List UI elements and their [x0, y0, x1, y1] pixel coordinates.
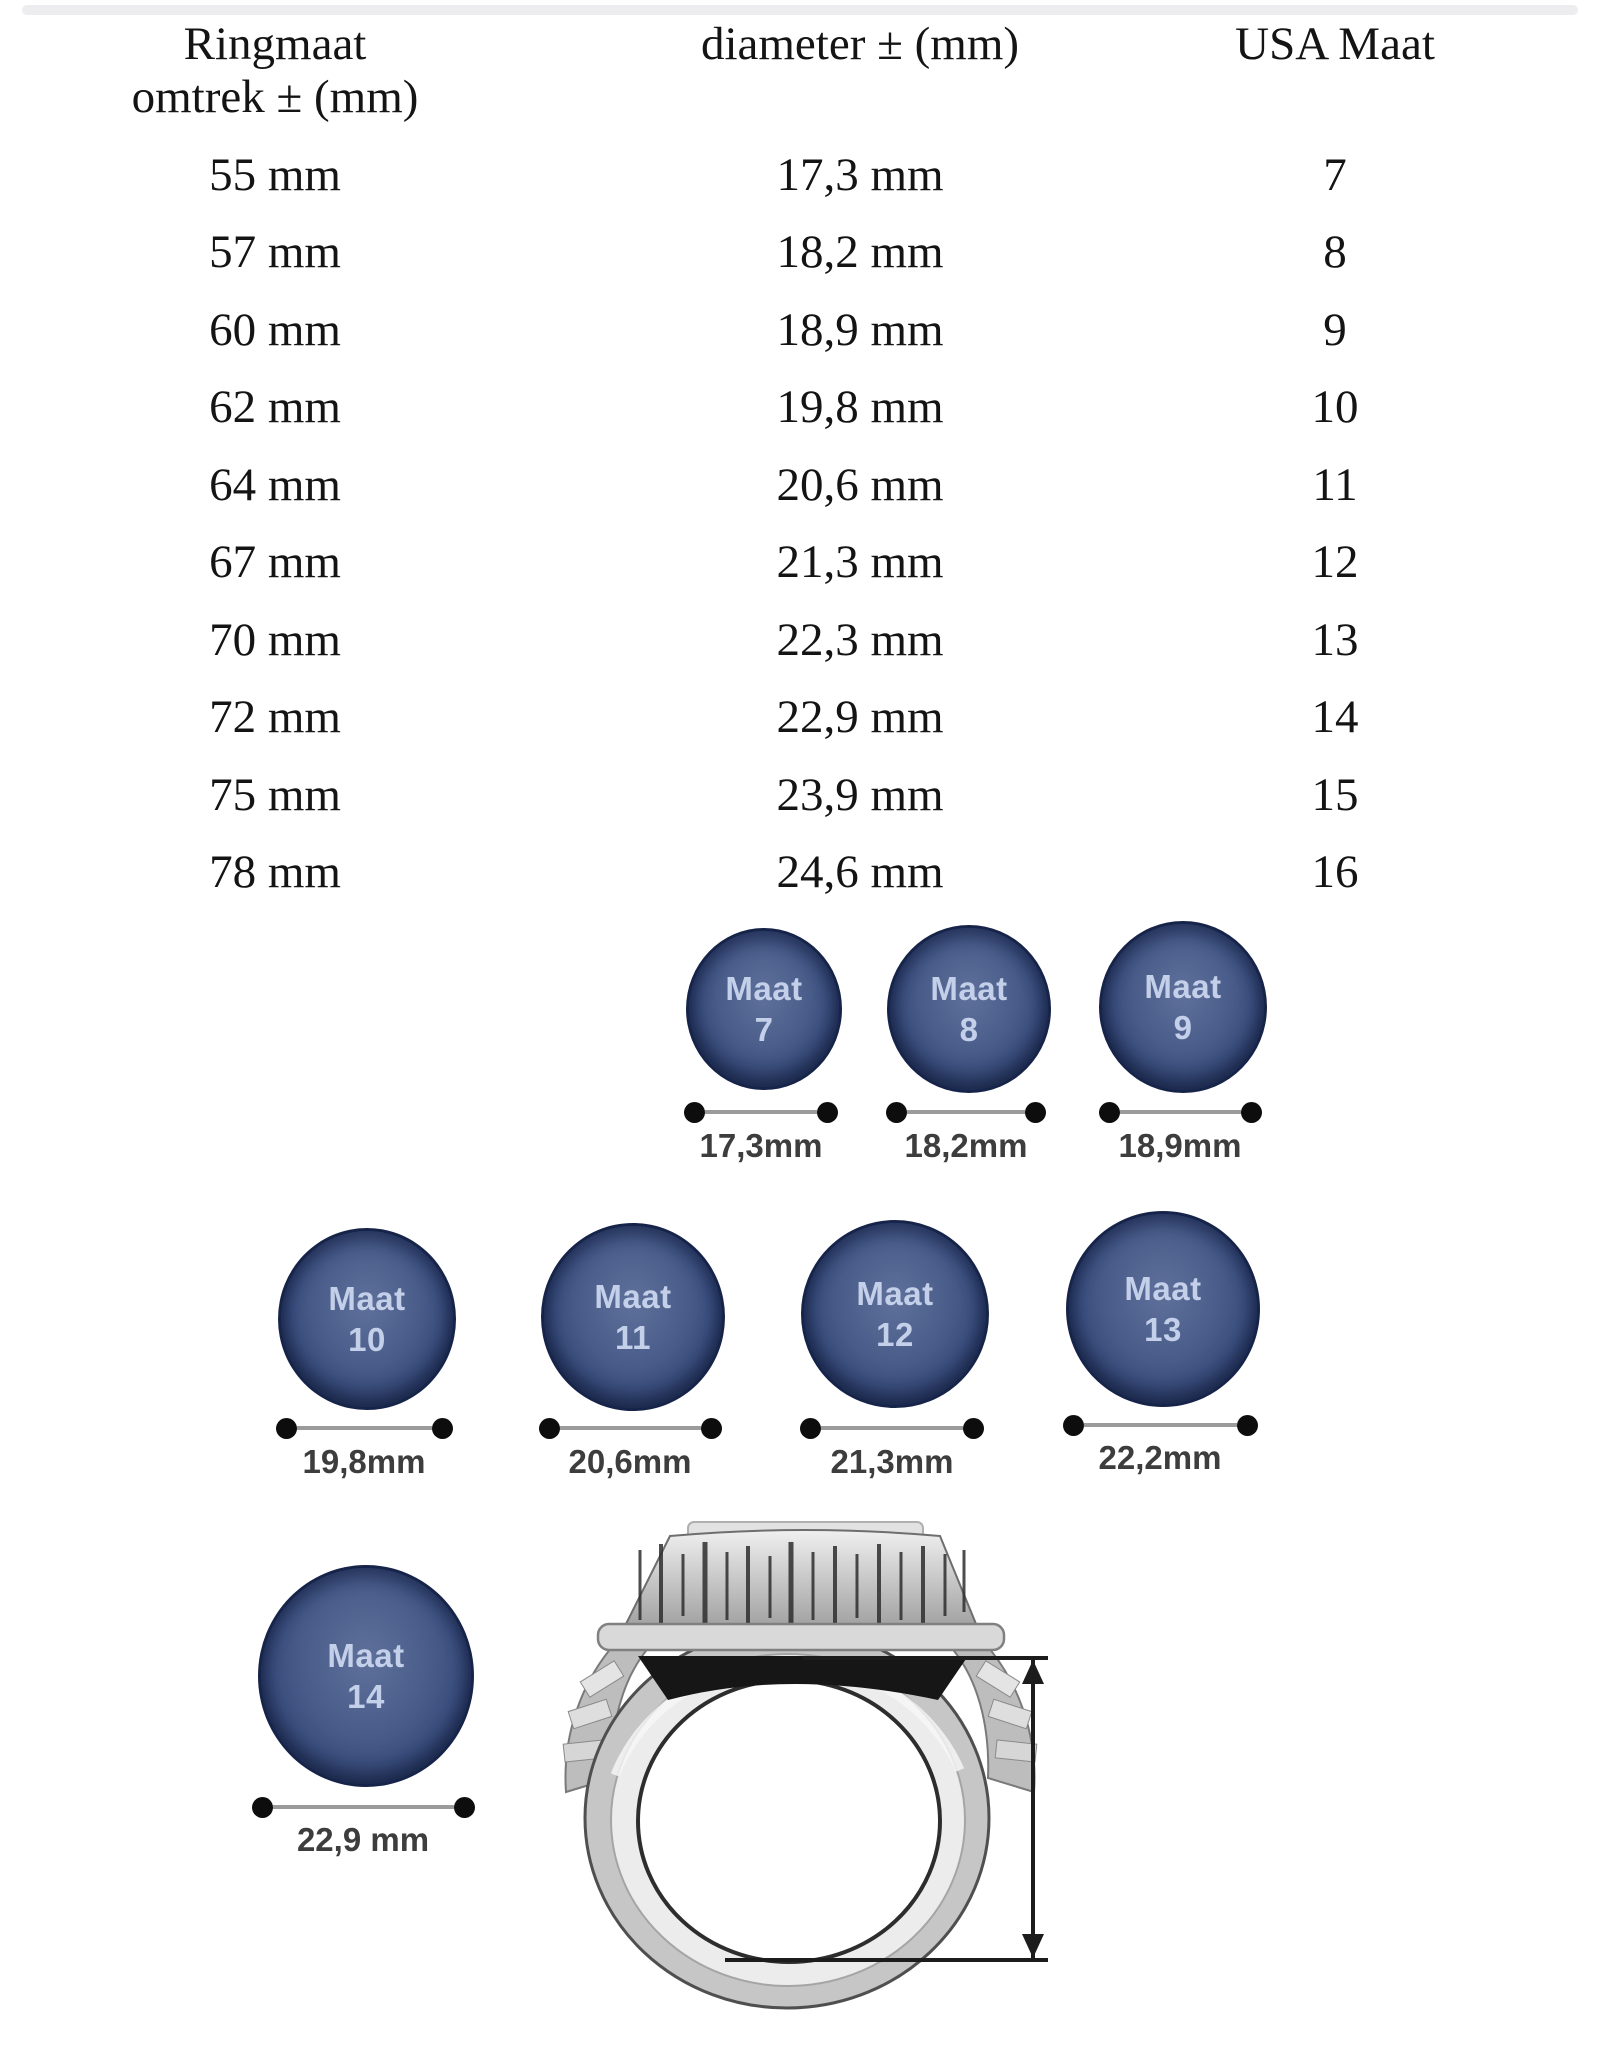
size-circle-maat-7: [686, 928, 842, 1090]
diameter-measure-label: 19,8mm: [302, 1443, 426, 1480]
measure-endpoint-dot: [817, 1102, 838, 1123]
diameter-measure-label: 17,3mm: [699, 1127, 823, 1164]
measure-endpoint-dot: [701, 1418, 722, 1439]
cell-diameter: 21,3 mm: [776, 536, 944, 589]
cell-diameter: 18,2 mm: [776, 226, 944, 279]
cell-omtrek: 60 mm: [209, 303, 341, 356]
size-circle-number: 11: [615, 1319, 651, 1356]
measure-endpoint-dot: [1063, 1415, 1084, 1436]
table-row: [0, 756, 1500, 834]
size-circle-maat-13: [1066, 1211, 1260, 1407]
diameter-measure-line: [1099, 1101, 1262, 1123]
ring-hole: [638, 1680, 940, 1962]
size-circle-word: Maat: [930, 970, 1008, 1007]
cell-usa: 7: [1323, 148, 1347, 201]
diameter-measure-line: [276, 1417, 453, 1439]
crown-base-plate: [598, 1624, 1004, 1650]
cell-omtrek: 75 mm: [209, 768, 341, 821]
arrow-up: [1022, 1660, 1044, 1684]
measure-endpoint-dot: [1241, 1102, 1262, 1123]
header-line2: omtrek ± (mm): [131, 71, 419, 123]
cell-omtrek: 62 mm: [209, 381, 341, 434]
top-edge-strip: [22, 5, 1578, 15]
header-usa-maat: USA Maat: [1235, 18, 1435, 70]
diameter-measure-line: [1063, 1414, 1258, 1436]
diameter-measure-line: [800, 1417, 984, 1439]
cell-diameter: 18,9 mm: [776, 303, 944, 356]
measure-bar: [821, 1426, 963, 1430]
size-circle-word: Maat: [1124, 1270, 1202, 1307]
measure-bar: [907, 1110, 1025, 1114]
table-row: [0, 524, 1500, 602]
diameter-measure-label: 18,9mm: [1118, 1127, 1242, 1164]
ring-side-view-illustration: [520, 1520, 1090, 2048]
cell-usa: 14: [1311, 691, 1359, 744]
header-diameter: diameter ± (mm): [700, 18, 1020, 70]
cell-diameter: 22,3 mm: [776, 613, 944, 666]
cell-diameter: 23,9 mm: [776, 768, 944, 821]
cell-diameter: 17,3 mm: [776, 148, 944, 201]
cell-omtrek: 64 mm: [209, 458, 341, 511]
measure-endpoint-dot: [252, 1797, 273, 1818]
cell-omtrek: 57 mm: [209, 226, 341, 279]
measure-endpoint-dot: [432, 1418, 453, 1439]
diameter-measure-label: 22,2mm: [1098, 1439, 1222, 1476]
size-circle-number: 12: [876, 1316, 914, 1353]
size-circle-maat-9: [1099, 921, 1267, 1093]
size-circle-word: Maat: [856, 1275, 934, 1312]
table-row: [0, 369, 1500, 447]
measure-endpoint-dot: [800, 1418, 821, 1439]
cell-diameter: 20,6 mm: [776, 458, 944, 511]
cell-usa: 9: [1323, 303, 1347, 356]
cell-usa: 11: [1312, 458, 1358, 511]
cell-usa: 16: [1311, 846, 1359, 899]
size-circle-word: Maat: [725, 970, 803, 1007]
cell-usa: 15: [1311, 768, 1359, 821]
cell-omtrek: 67 mm: [209, 536, 341, 589]
diameter-measure-line: [684, 1101, 838, 1123]
header-line1: Ringmaat: [183, 18, 367, 70]
diameter-measure-line: [886, 1101, 1046, 1123]
size-circle-maat-12: [801, 1220, 989, 1408]
size-circle-maat-14: [258, 1565, 474, 1787]
cell-usa: 12: [1311, 536, 1359, 589]
cell-usa: 8: [1323, 226, 1347, 279]
measure-endpoint-dot: [276, 1418, 297, 1439]
measure-endpoint-dot: [1099, 1102, 1120, 1123]
measure-bar: [273, 1805, 454, 1809]
ring-crown: [598, 1522, 1004, 1650]
size-circle-number: 9: [1173, 1009, 1193, 1046]
cell-omtrek: 72 mm: [209, 691, 341, 744]
measure-endpoint-dot: [1025, 1102, 1046, 1123]
table-row: [0, 446, 1500, 524]
table-header: [0, 18, 1500, 124]
cell-omtrek: 78 mm: [209, 846, 341, 899]
cell-diameter: 24,6 mm: [776, 846, 944, 899]
header-ringmaat-omtrek: [0, 18, 550, 124]
diameter-measure-label: 21,3mm: [830, 1443, 954, 1480]
table-row: [0, 679, 1500, 757]
arrow-down: [1022, 1934, 1044, 1958]
size-circle-number: 8: [959, 1011, 979, 1048]
diameter-measure-label: 22,9 mm: [296, 1821, 430, 1858]
measure-bar: [560, 1426, 701, 1430]
cell-omtrek: 70 mm: [209, 613, 341, 666]
diameter-measure-line: [539, 1417, 722, 1439]
cell-diameter: 19,8 mm: [776, 381, 944, 434]
size-circle-maat-11: [541, 1223, 725, 1411]
cell-usa: 13: [1311, 613, 1359, 666]
size-circle-number: 13: [1144, 1311, 1182, 1348]
size-circle-number: 10: [348, 1321, 386, 1358]
diameter-measure-label: 20,6mm: [568, 1443, 692, 1480]
size-circle-maat-10: [278, 1228, 456, 1410]
size-circle-number: 7: [754, 1011, 774, 1048]
size-circle-word: Maat: [327, 1637, 405, 1674]
cell-diameter: 22,9 mm: [776, 691, 944, 744]
measure-endpoint-dot: [963, 1418, 984, 1439]
measure-bar: [1120, 1110, 1241, 1114]
measure-endpoint-dot: [1237, 1415, 1258, 1436]
measure-bar: [1084, 1423, 1237, 1427]
size-circle-maat-8: [887, 925, 1051, 1093]
size-circle-word: Maat: [1144, 968, 1222, 1005]
measure-bar: [705, 1110, 817, 1114]
size-circle-word: Maat: [328, 1280, 406, 1317]
diameter-measure-line: [252, 1796, 475, 1818]
diameter-measure-label: 18,2mm: [904, 1127, 1028, 1164]
cell-omtrek: 55 mm: [209, 148, 341, 201]
table-row: [0, 834, 1500, 912]
table-row: [0, 214, 1500, 292]
measure-endpoint-dot: [886, 1102, 907, 1123]
measure-bar: [297, 1426, 432, 1430]
table-row: [0, 601, 1500, 679]
measure-endpoint-dot: [454, 1797, 475, 1818]
table-row: [0, 136, 1500, 214]
measure-endpoint-dot: [539, 1418, 560, 1439]
measure-endpoint-dot: [684, 1102, 705, 1123]
size-circle-number: 14: [347, 1678, 385, 1715]
size-circle-word: Maat: [594, 1278, 672, 1315]
table-row: [0, 291, 1500, 369]
cell-usa: 10: [1311, 381, 1359, 434]
table-body: [0, 136, 1500, 911]
